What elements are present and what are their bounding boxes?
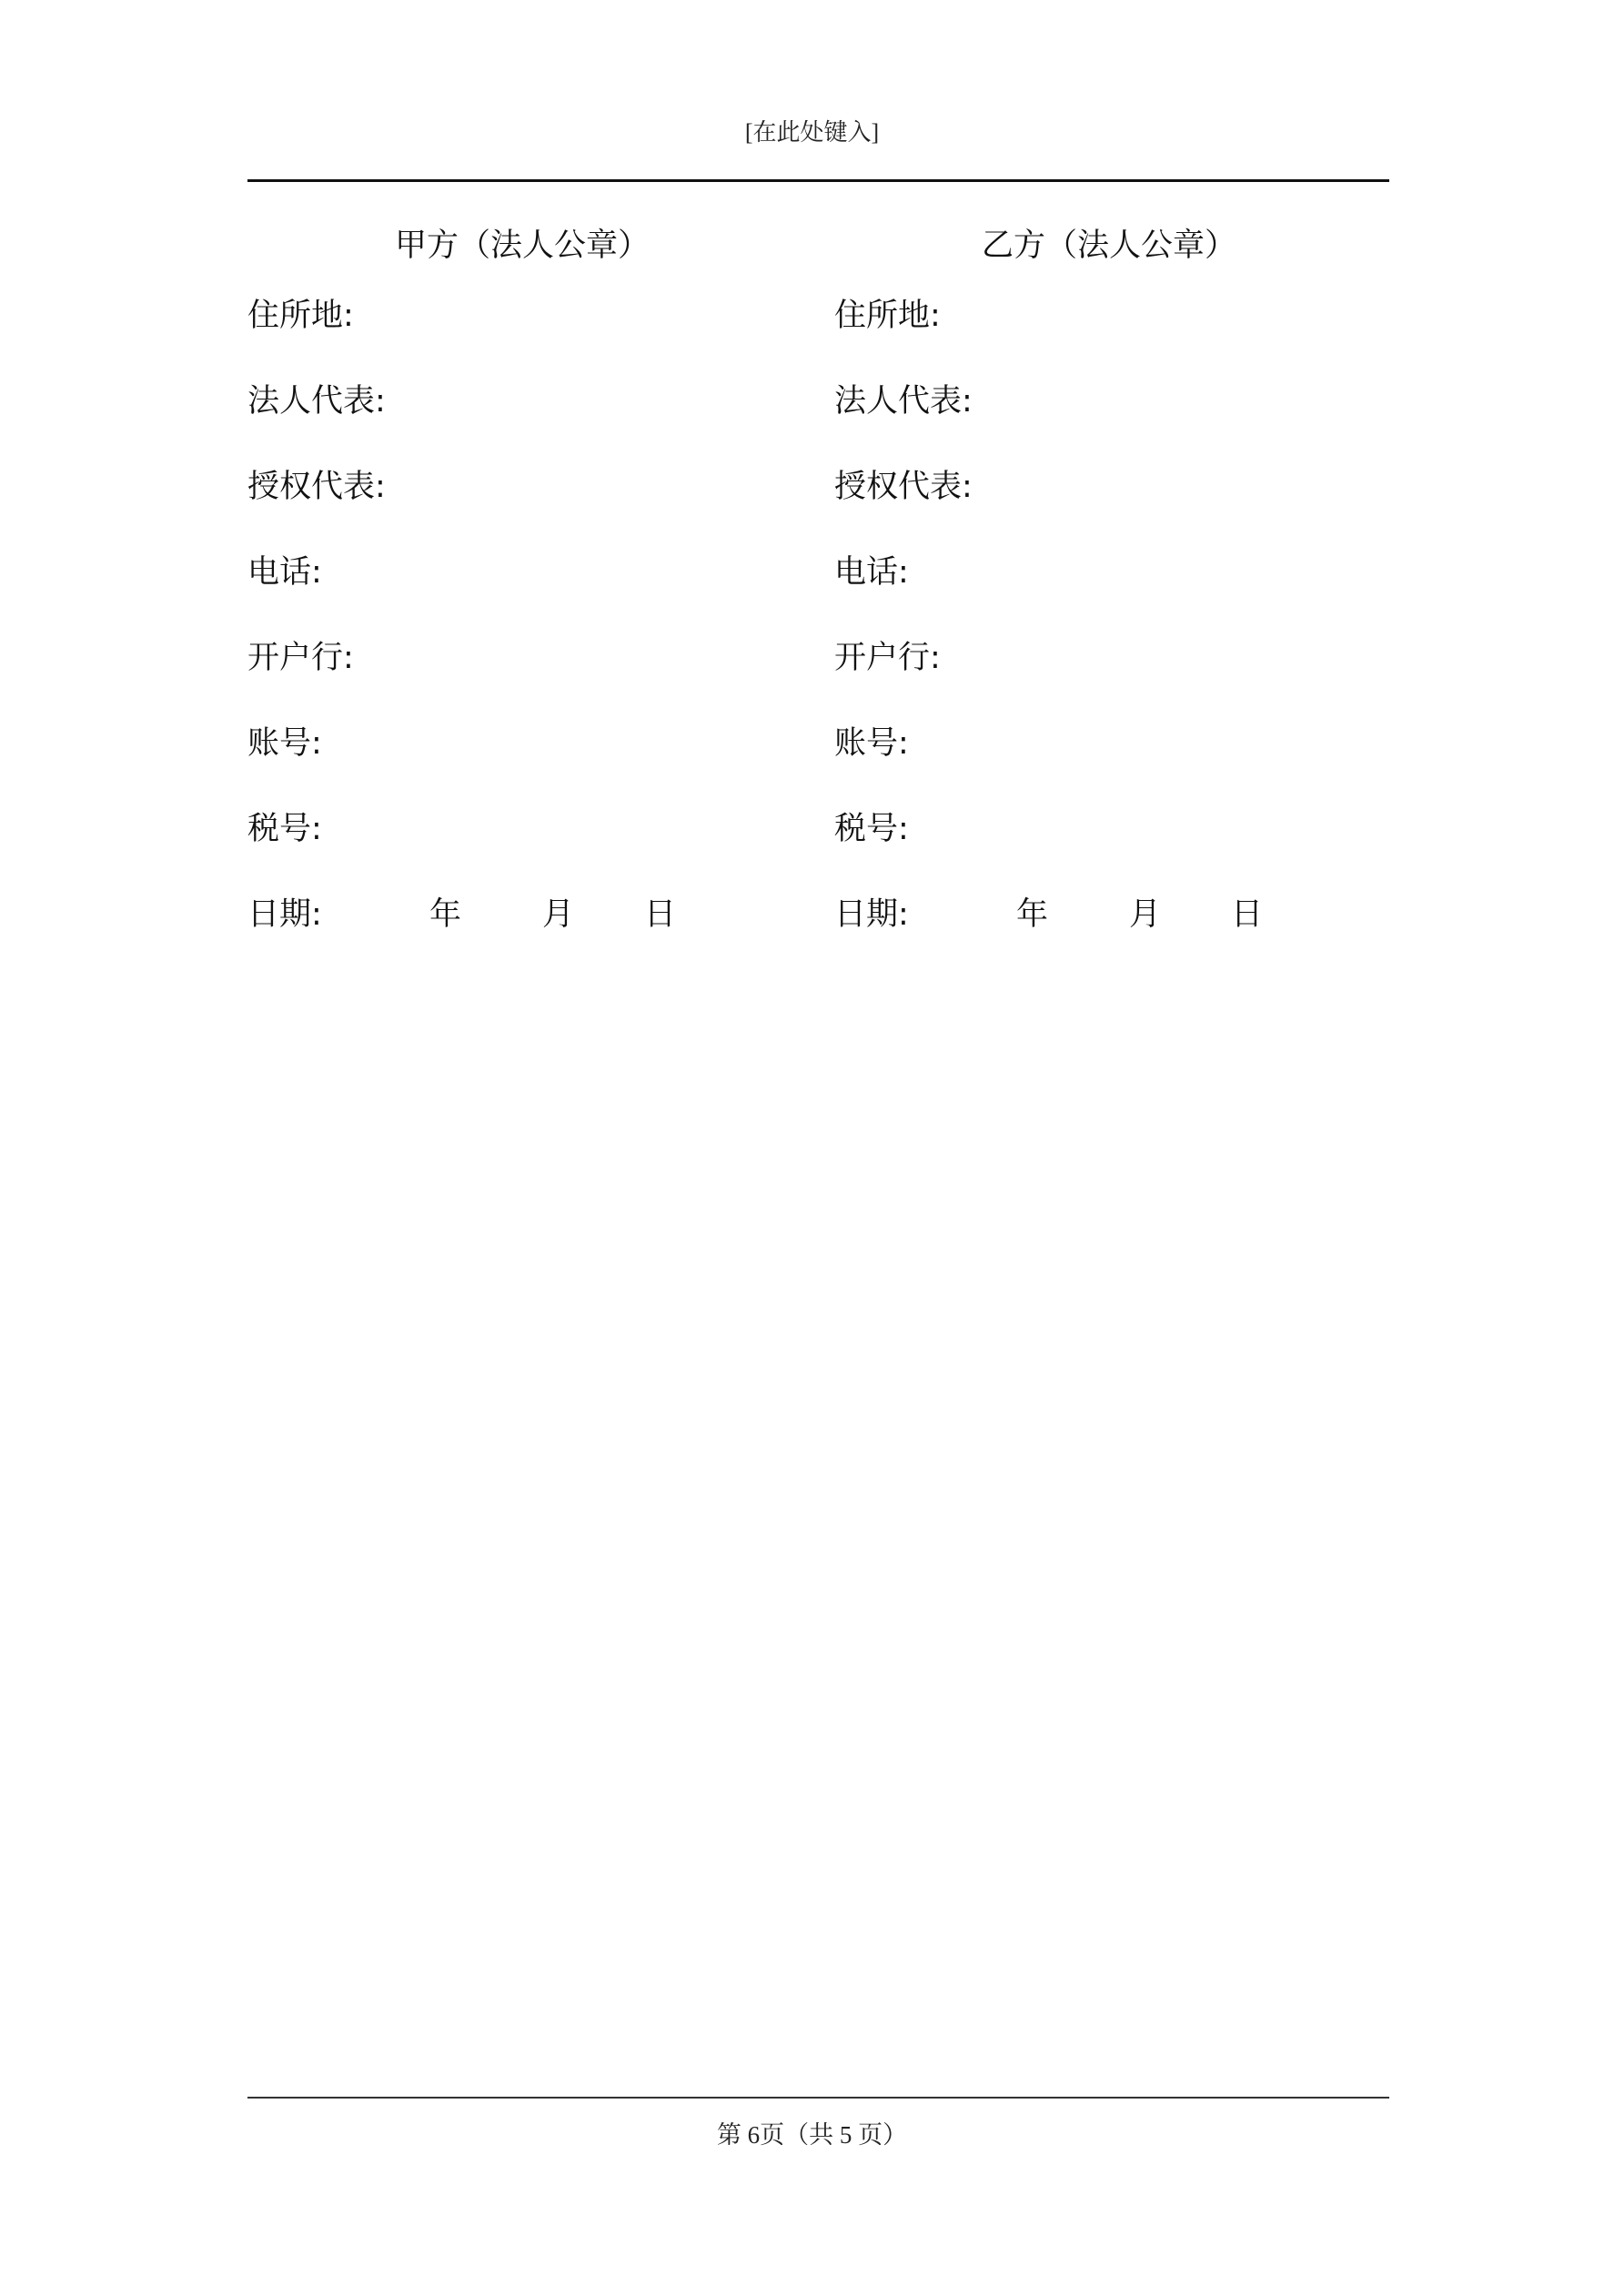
party-b-year-label: 年 <box>1016 896 1049 933</box>
party-a-account-field <box>247 701 812 786</box>
party-b-month-label: 月 <box>1129 896 1162 933</box>
party-b-phone-field <box>834 530 1398 615</box>
party-b-title: 乙方（法人公章） <box>982 228 1237 264</box>
party-a-phone-label: 电话: <box>247 554 322 591</box>
party-a-legal-representative-field <box>247 359 812 444</box>
party-b-legal-representative-field <box>834 359 1398 444</box>
footer-divider <box>247 2097 1389 2099</box>
header-divider <box>247 179 1389 182</box>
party-a-tax-id-label: 税号: <box>247 811 322 847</box>
page-header: [在此处键入] <box>744 119 880 146</box>
party-b-section <box>834 218 1398 957</box>
party-a-day-label: 日 <box>644 896 677 933</box>
party-b-authorized-representative-label: 授权代表: <box>834 469 973 505</box>
party-b-day-label: 日 <box>1231 896 1264 933</box>
party-a-title: 甲方（法人公章） <box>395 228 651 264</box>
party-a-legal-representative-label: 法人代表: <box>247 383 386 420</box>
party-a-tax-id-field <box>247 786 812 872</box>
party-b-account-label: 账号: <box>834 725 909 762</box>
party-a-address-field <box>247 273 812 359</box>
party-b-bank-label: 开户行: <box>834 640 941 676</box>
party-a-account-label: 账号: <box>247 725 322 762</box>
party-b-authorized-representative-field <box>834 444 1398 530</box>
party-a-year-label: 年 <box>429 896 462 933</box>
party-a-bank-label: 开户行: <box>247 640 354 676</box>
party-b-date-label: 日期: <box>834 896 909 933</box>
page-footer: 第 6页（共 5 页） <box>716 2121 908 2149</box>
party-b-account-field <box>834 701 1398 786</box>
party-b-tax-id-label: 税号: <box>834 811 909 847</box>
party-b-tax-id-field <box>834 786 1398 872</box>
party-b-date-field <box>834 872 1398 957</box>
party-a-authorized-representative-label: 授权代表: <box>247 469 386 505</box>
party-b-legal-representative-label: 法人代表: <box>834 383 973 420</box>
party-a-date-field <box>247 872 812 957</box>
party-a-address-label: 住所地: <box>247 298 354 334</box>
party-a-date-label: 日期: <box>247 896 322 933</box>
party-b-bank-field <box>834 615 1398 701</box>
party-a-authorized-representative-field <box>247 444 812 530</box>
party-a-phone-field <box>247 530 812 615</box>
party-a-bank-field <box>247 615 812 701</box>
party-b-phone-label: 电话: <box>834 554 909 591</box>
party-a-month-label: 月 <box>542 896 575 933</box>
party-a-section <box>247 218 812 957</box>
party-b-address-label: 住所地: <box>834 298 941 334</box>
party-b-address-field <box>834 273 1398 359</box>
